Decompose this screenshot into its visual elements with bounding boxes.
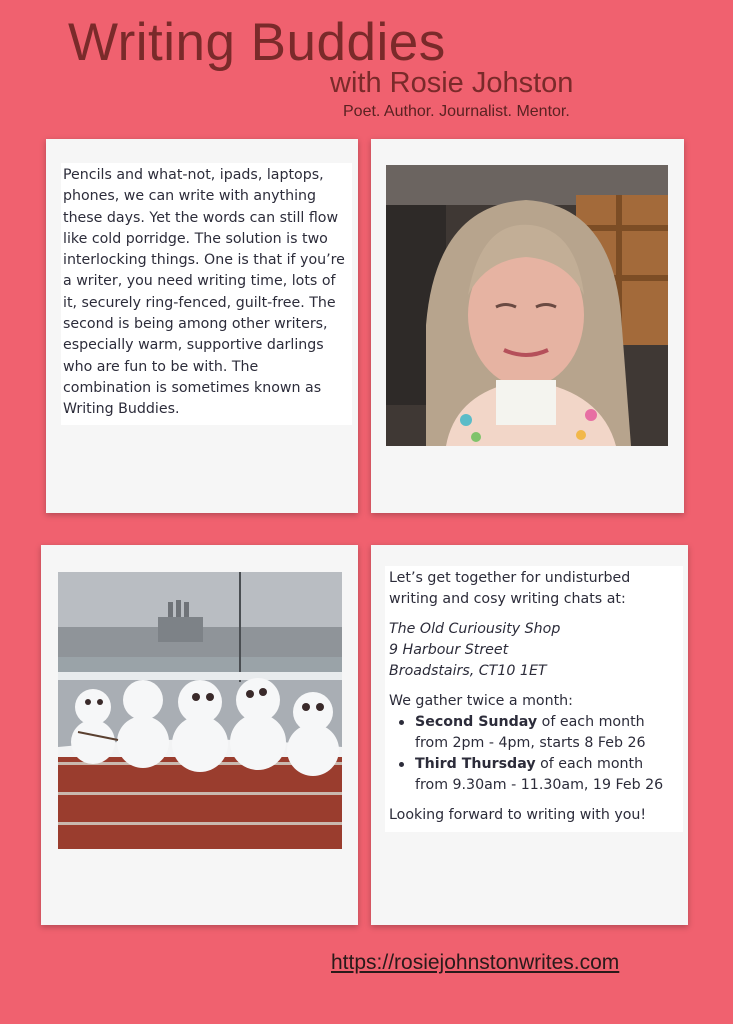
website-link[interactable]: https://rosiejohnstonwrites.com <box>331 951 620 974</box>
gather-text: We gather twice a month: <box>389 693 573 709</box>
tagline: Poet. Author. Journalist. Mentor. <box>343 103 570 120</box>
session-list <box>389 712 679 796</box>
snowmen-card <box>41 545 358 925</box>
portrait-photo <box>386 165 668 446</box>
session-day: Second Sunday <box>415 714 538 730</box>
session-details: of each month from 2pm - 4pm, starts 8 Feb 26 <box>415 714 646 751</box>
snowmen-illustration <box>58 572 342 849</box>
venue-street: 9 Harbour Street <box>389 642 509 658</box>
page-title: Writing Buddies <box>68 13 446 72</box>
venue-address <box>389 619 679 682</box>
event-info <box>385 566 683 832</box>
session-details: of each month from 9.30am - 11.30am, 19 Feb 26 <box>415 756 664 793</box>
intro-card <box>46 139 358 513</box>
portrait-card <box>371 139 684 513</box>
page-subtitle: with Rosie Johston <box>330 67 574 99</box>
event-info-card <box>371 545 688 925</box>
venue-town: Broadstairs, CT10 1ET <box>389 663 547 679</box>
portrait-illustration <box>386 165 668 446</box>
closing-text: Looking forward to writing with you! <box>389 807 647 823</box>
session-day: Third Thursday <box>415 756 536 772</box>
intro-text: Pencils and what-not, ipads, laptops, phones, we can write with anything these days. Yet the words can still flow like cold porridge. The solution is two interlocking things. One is that if you’re a writer, you need writing time, lots of it, securely ring-fenced, guilt-free. The second is being among other writers, especially warm, supportive darlings who are fun to be with. The combination is sometimes known as Writing Buddies. <box>61 163 352 425</box>
snowmen-photo <box>58 572 342 849</box>
invite-text: Let’s get together for undisturbed writing and cosy writing chats at: <box>389 570 631 607</box>
session-item <box>389 754 679 796</box>
session-item <box>389 712 679 754</box>
venue-name: The Old Curiousity Shop <box>389 621 561 637</box>
